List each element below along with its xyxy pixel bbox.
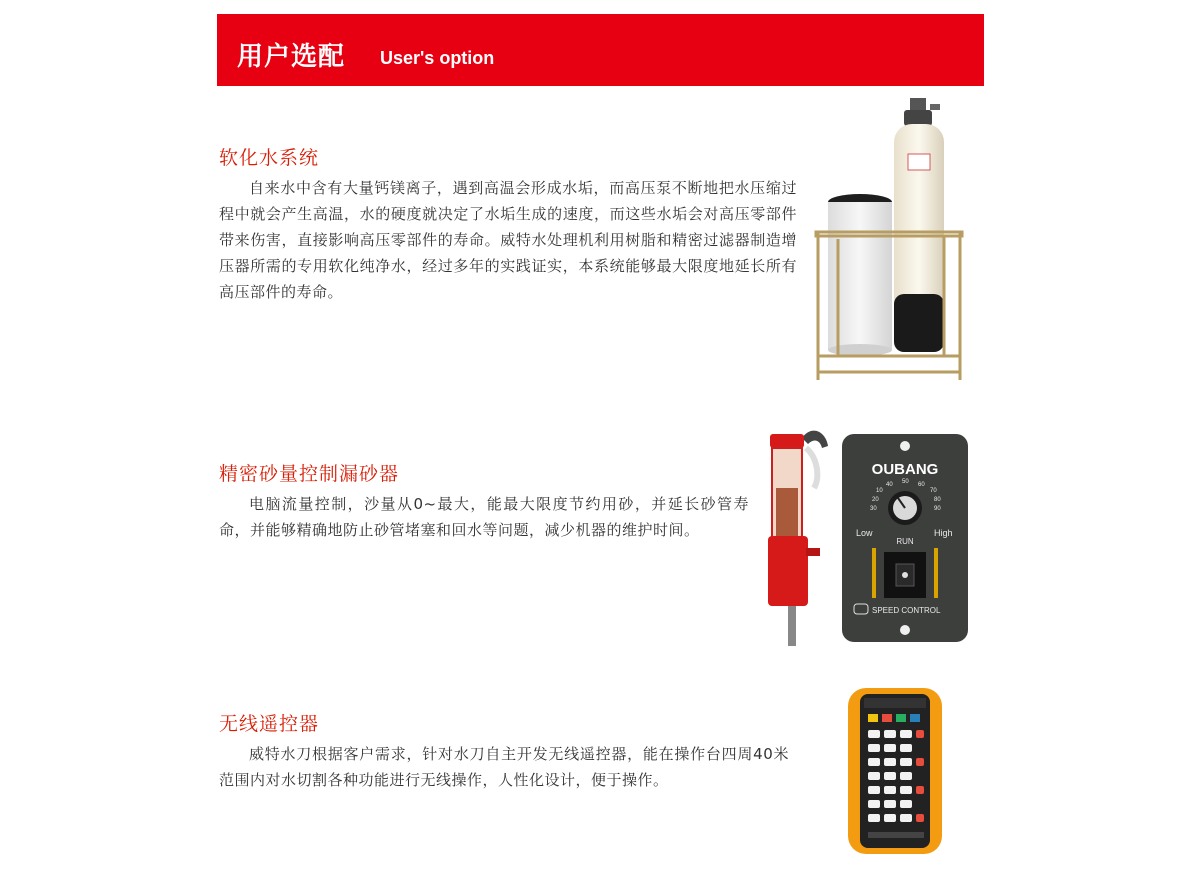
scale-label: 30 <box>870 506 877 512</box>
section-body-wireless-remote: 威特水刀根据客户需求，针对水刀自主开发无线遥控器，能在操作台四周40米范围内对水切割各种功能进行无线操作，人性化设计，便于操作。 <box>219 745 789 789</box>
banner-title-cn: 用户选配 <box>237 42 346 72</box>
section-title-sand-feeder: 精密砂量控制漏砂器 <box>219 463 400 485</box>
section-title-wireless-remote: 无线遥控器 <box>219 713 320 735</box>
scale-label: 60 <box>918 482 925 488</box>
sand-feeder-image <box>762 418 832 648</box>
scale-label: 50 <box>902 479 909 485</box>
section-title-water-softener: 软化水系统 <box>219 147 320 169</box>
run-label: RUN <box>896 537 914 546</box>
speed-controller-image <box>840 432 970 644</box>
banner-title-en: User's option <box>380 48 495 68</box>
scale-label: 70 <box>930 488 937 494</box>
scale-label: 80 <box>934 497 941 503</box>
wireless-remote-image <box>846 686 944 856</box>
controller-brand-label: OUBANG <box>871 461 939 478</box>
knob-high-label: High <box>934 528 953 538</box>
speed-control-label: SPEED CONTROL <box>872 606 941 615</box>
scale-label: 20 <box>872 497 879 503</box>
section-body-water-softener: 自来水中含有大量钙镁离子，遇到高温会形成水垢，而高压泵不断地把水压缩过程中就会产生高温，水的硬度就决定了水垢生成的速度，而这些水垢会对高压零部件带来伤害，直接影响高压零部件的寿命。威特水处理机利用树脂和精密过滤器制造增压器所需的专用软化纯净水，经过多年的实践证实，本系统能够最大限度地延长所有高压部件的寿命。 <box>219 179 797 301</box>
scale-label: 90 <box>934 506 941 512</box>
scale-label: 40 <box>886 482 893 488</box>
knob-low-label: Low <box>856 528 873 538</box>
section-banner <box>217 14 984 86</box>
water-softener-image <box>808 94 968 384</box>
scale-label: 10 <box>876 488 883 494</box>
section-body-sand-feeder: 电脑流量控制，沙量从0~最大，能最大限度节约用砂，并延长砂管寿命，并能够精确地防止砂管堵塞和回水等问题，减少机器的维护时间。 <box>219 495 749 539</box>
